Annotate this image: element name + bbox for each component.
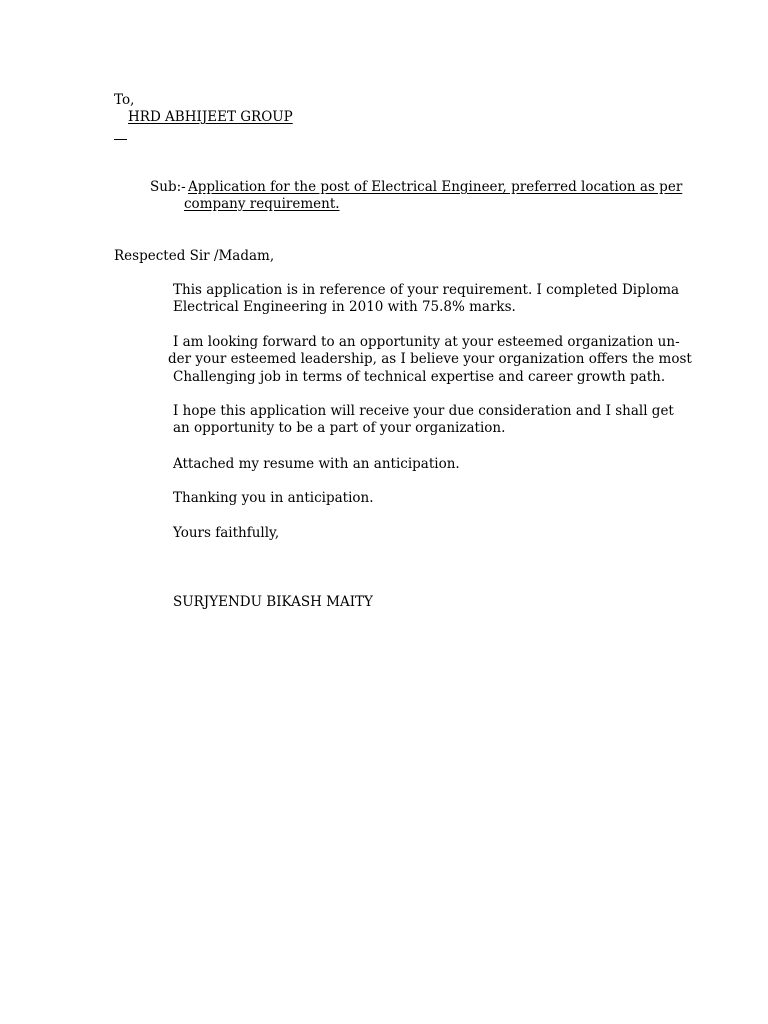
paragraph-2-line-2: der your esteemed leadership, as I believe your organization offers the most — [168, 351, 692, 367]
recipient-name: HRD ABHIJEET GROUP — [128, 109, 293, 125]
paragraph-4: Attached my resume with an anticipation. — [173, 456, 460, 472]
subject-prefix: Sub:- — [150, 179, 186, 195]
subject-line-2: company requirement. — [184, 196, 340, 212]
paragraph-1-line-1: This application is in reference of your requirement. I completed Diploma — [173, 282, 680, 298]
closing: Yours faithfully, — [173, 525, 280, 541]
paragraph-3-line-1: I hope this application will receive your due consideration and I shall get — [173, 403, 674, 419]
salutation-to: To, — [114, 92, 135, 108]
paragraph-3-line-2: an opportunity to be a part of your organization. — [173, 420, 506, 436]
paragraph-5: Thanking you in anticipation. — [173, 490, 374, 506]
divider-dash — [114, 139, 127, 140]
paragraph-1-line-2: Electrical Engineering in 2010 with 75.8% marks. — [173, 299, 516, 315]
subject-line-1: Application for the post of Electrical Engineer, preferred location as per — [188, 179, 683, 195]
paragraph-2-line-3: Challenging job in terms of technical expertise and career growth path. — [173, 369, 666, 385]
paragraph-2-line-1: I am looking forward to an opportunity at your esteemed organization un- — [173, 334, 680, 350]
greeting: Respected Sir /Madam, — [114, 248, 275, 264]
signature-name: SURJYENDU BIKASH MAITY — [173, 594, 373, 610]
